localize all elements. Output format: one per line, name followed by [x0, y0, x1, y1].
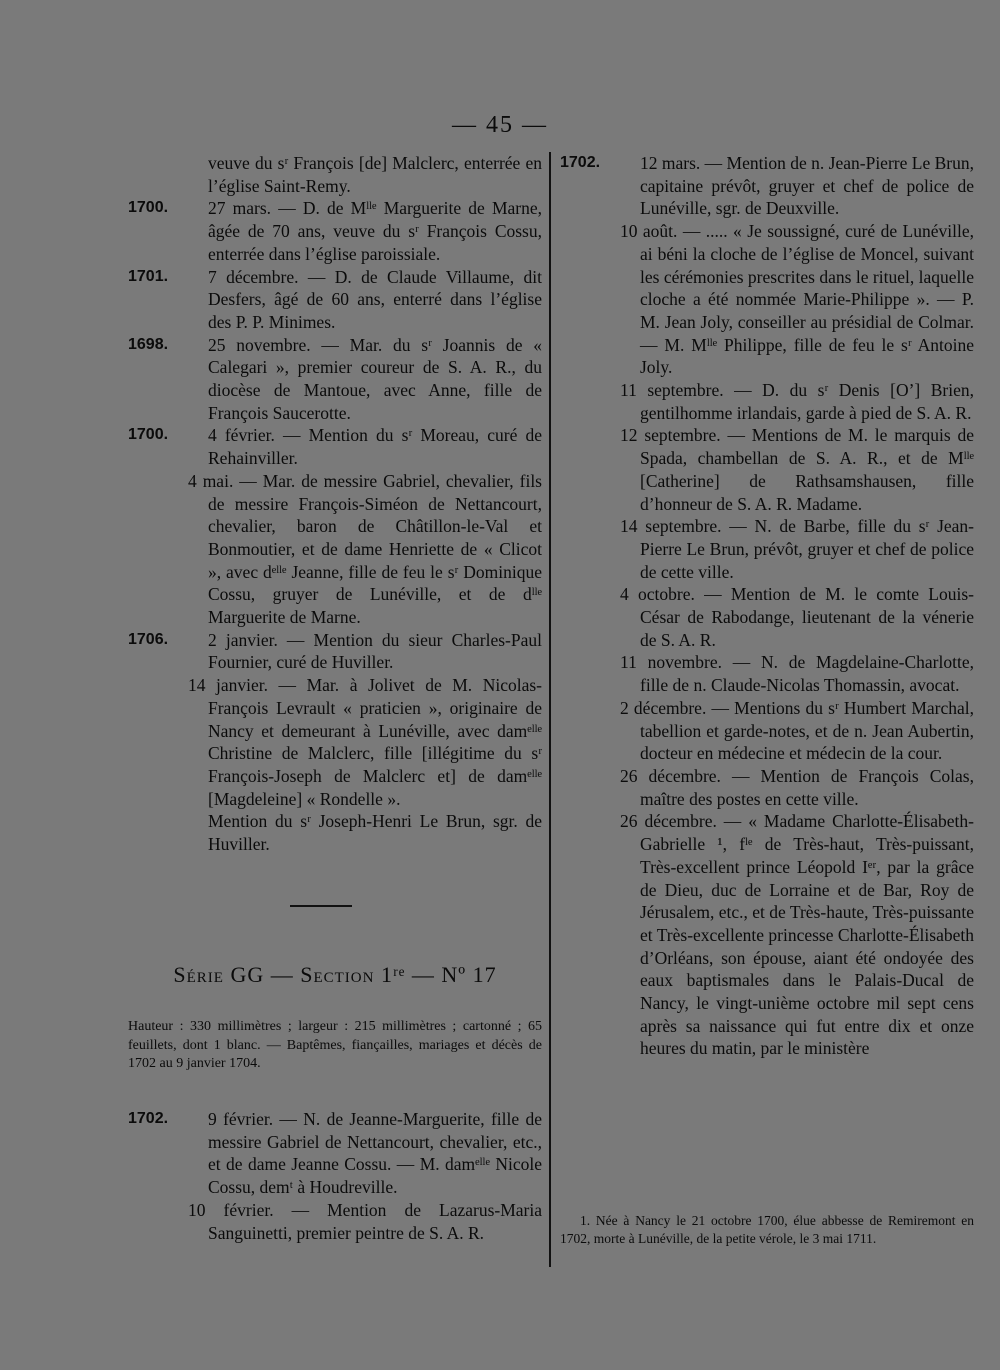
register-entry — [128, 424, 542, 469]
register-subentry: 26 décembre. — Mention de François Colas, maître des postes en cette ville. — [620, 765, 974, 809]
register-subentry: 10 février. — Mention de Lazarus-Maria Sanguinetti, premier peintre de S. A. R. — [188, 1199, 542, 1243]
entry-year: 1700. — [128, 426, 169, 444]
continuation-text: veuve du sʳ François [de] Malclerc, enterrée en l’église Saint-Remy. — [208, 153, 542, 196]
continuation-text: Mention du sʳ Joseph-Henri Le Brun, sgr. de Huviller. — [208, 811, 542, 855]
register-subentry: 10 août. — ..... « Je soussigné, curé de Lunéville, ai béni la cloche de l’église de Moncel, suivant les cérémonies prescrites dans le rituel, laquelle cloche a été nommée Marie-Philippe ». — P. M. Jean Joly, conseiller au présidial de Colmar. — M. Mˡˡᵉ Philippe, fille de feu le sʳ Antoine Joly. — [620, 221, 974, 378]
entry-year: 1702. — [128, 1110, 169, 1127]
page-number: — 45 — — [452, 112, 548, 138]
left-column-lower — [128, 1108, 542, 1244]
register-entry — [128, 1108, 542, 1199]
register-entry — [128, 266, 542, 334]
section-description: Hauteur : 330 millimètres ; largeur : 215 millimètres ; cartonné ; 65 feuillets, dont 1 blanc. — Baptêmes, fiançailles, mariages et décès de 1702 au 9 janvier 1704. — [128, 1019, 542, 1071]
left-column — [128, 152, 542, 856]
entry-text: 27 mars. — D. de Mˡˡᵉ Marguerite de Marne, âgée de 70 ans, veuve du sʳ François Cossu, enterrée dans l’église paroissiale. — [208, 198, 542, 264]
entry-year: 1700. — [128, 199, 169, 217]
register-subentry: 14 janvier. — Mar. à Jolivet de M. Nicolas-François Levrault « praticien », originaire de Nancy et demeurant à Lunéville, avec damᵉˡˡᵉ Christine de Malclerc, fille [illégitime du sʳ François-Joseph de Malclerc et] de damᵉˡˡᵉ [Magdeleine] « Rondelle ». — [188, 675, 542, 809]
register-subentry: 4 octobre. — Mention de M. le comte Louis-César de Rabodange, lieutenant de la vénerie de S. A. R. — [620, 584, 974, 650]
register-subentry: 2 décembre. — Mentions du sʳ Humbert Marchal, tabellion et garde-notes, et de n. Jean Aubertin, docteur en médecine et médecin de la cour. — [620, 697, 974, 764]
entry-year: 1706. — [128, 630, 169, 648]
register-subentry: 14 septembre. — N. de Barbe, fille du sʳ Jean-Pierre Le Brun, prévôt, gruyer et chef de police de cette ville. — [620, 516, 974, 582]
entry-text: 9 février. — N. de Jeanne-Marguerite, fille de messire Gabriel de Nettancourt, chevalier, etc., et de dame Jeanne Cossu. — M. damᵉˡˡᵉ Nicole Cossu, demᵗ à Houdreville. — [208, 1109, 542, 1198]
register-subentry: 11 septembre. — D. du sʳ Denis [O’] Brien, gentilhomme irlandais, garde à pied de S. A. R. — [620, 380, 974, 423]
entry-text: 7 décembre. — D. de Claude Villaume, dit Desfers, âgé de 60 ans, enterré dans l’église des P. P. Minimes. — [208, 266, 542, 332]
register-subentry: 26 décembre. — « Madame Charlotte-Élisabeth-Gabrielle ¹, fˡᵉ de Très-haut, Très-puissant, Très-excellent prince Léopold Iᵉʳ, par la grâce de Dieu, duc de Lorraine et de Bar, Roy de Jérusalem, etc., et de Très-haute, Très-puissante et Très-excellente princesse Charlotte-Élisabeth d’Orléans, son épouse, aiant été ondoyée des eaux baptismales dans le Palais-Ducal de Nancy, le vingt-unième octobre mil sept cens après sa naissance qui fut entre dix et onze heures du matin, par le ministère — [620, 811, 974, 1059]
register-entry — [128, 334, 542, 425]
entry-text: 12 mars. — Mention de n. Jean-Pierre Le Brun, capitaine prévôt, gruyer et chef de police de Lunéville, sgr. de Deuxville. — [640, 153, 974, 219]
section-separator-rule — [290, 905, 352, 907]
entry-text: 25 novembre. — Mar. du sʳ Joannis de « Calegari », premier coureur de S. A. R., du diocèse de Mantoue, avec Anne, fille de François Saucerotte. — [208, 334, 542, 423]
register-entry — [560, 152, 974, 220]
entry-year: 1701. — [128, 267, 169, 285]
register-subentry: 12 septembre. — Mentions de M. le marquis de Spada, chambellan de S. A. R., et de Mˡˡᵉ [Catherine] de Rathsamshausen, fille d’honneur de S. A. R. Madame. — [620, 425, 974, 514]
entry-year: 1698. — [128, 335, 169, 353]
register-entry — [128, 197, 542, 265]
right-column — [560, 152, 974, 1060]
column-divider — [549, 152, 551, 1267]
footnote: 1. Née à Nancy le 21 octobre 1700, élue abbesse de Remiremont en 1702, morte à Lunéville, de la petite vérole, le 3 mai 1711. — [560, 1213, 974, 1246]
register-subentry: 11 novembre. — N. de Magdelaine-Charlotte, fille de n. Claude-Nicolas Thomassin, avocat. — [620, 652, 974, 696]
register-subentry: 4 mai. — Mar. de messire Gabriel, chevalier, fils de messire François-Siméon de Nettancourt, chevalier, baron de Châtillon-le-Val et Bonmoutier, et de dame Henriette de « Clicot », avec dᵉˡˡᵉ Jeanne, fille de feu le sʳ Dominique Cossu, gruyer de Lunéville, et de dˡˡᵉ Marguerite de Marne. — [188, 470, 542, 628]
entry-text: 4 février. — Mention du sʳ Moreau, curé de Rehainviller. — [208, 425, 542, 469]
entry-year: 1702. — [560, 154, 601, 171]
section-title: Série GG — Section 1ʳᵉ — Nº 17 — [173, 962, 497, 987]
entry-text: 2 janvier. — Mention du sieur Charles-Paul Fournier, curé de Huviller. — [208, 629, 542, 673]
register-entry — [128, 629, 542, 674]
